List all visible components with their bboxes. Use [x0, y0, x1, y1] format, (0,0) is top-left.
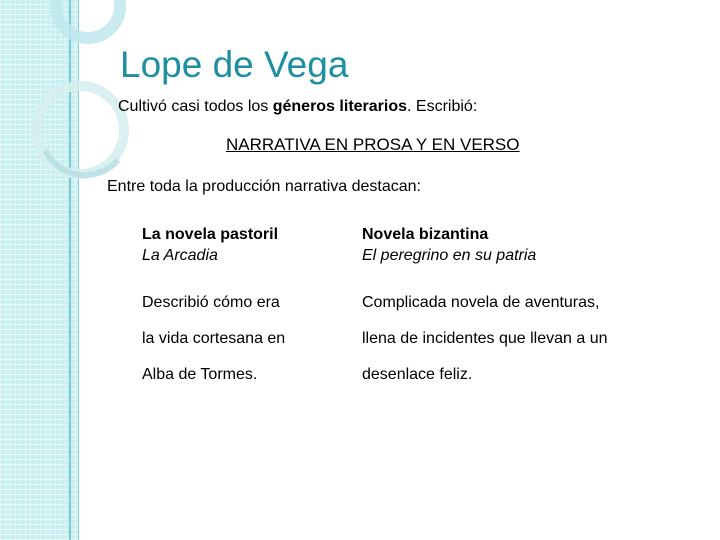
- right-description-line: llena de incidentes que llevan a un: [362, 330, 608, 347]
- right-column: [362, 224, 682, 400]
- left-description-line: la vida cortesana en: [142, 330, 286, 347]
- left-work-title: La Arcadia: [142, 247, 218, 264]
- intro-text-bold: géneros literarios: [272, 98, 408, 115]
- right-genre: Novela bizantina: [362, 226, 489, 243]
- left-genre: La novela pastoril: [142, 226, 279, 243]
- section-heading: NARRATIVA EN PROSA Y EN VERSO: [226, 135, 520, 154]
- left-description: [142, 292, 352, 400]
- intro-text-start: Cultivó casi todos los: [118, 98, 273, 115]
- intro-text: [118, 98, 477, 116]
- left-description-line: Alba de Tormes.: [142, 366, 258, 383]
- left-column: [142, 224, 352, 400]
- right-work-title: El peregrino en su patria: [362, 247, 537, 264]
- left-description-line: Describió cómo era: [142, 294, 280, 311]
- right-description: [362, 292, 682, 400]
- right-description-line: Complicada novela de aventuras,: [362, 294, 600, 311]
- intro-text-end: . Escribió:: [407, 98, 478, 115]
- lead-text: Entre toda la producción narrativa destacan:: [107, 178, 421, 195]
- right-description-line: desenlace feliz.: [362, 366, 473, 383]
- slide-title: Lope de Vega: [120, 44, 349, 85]
